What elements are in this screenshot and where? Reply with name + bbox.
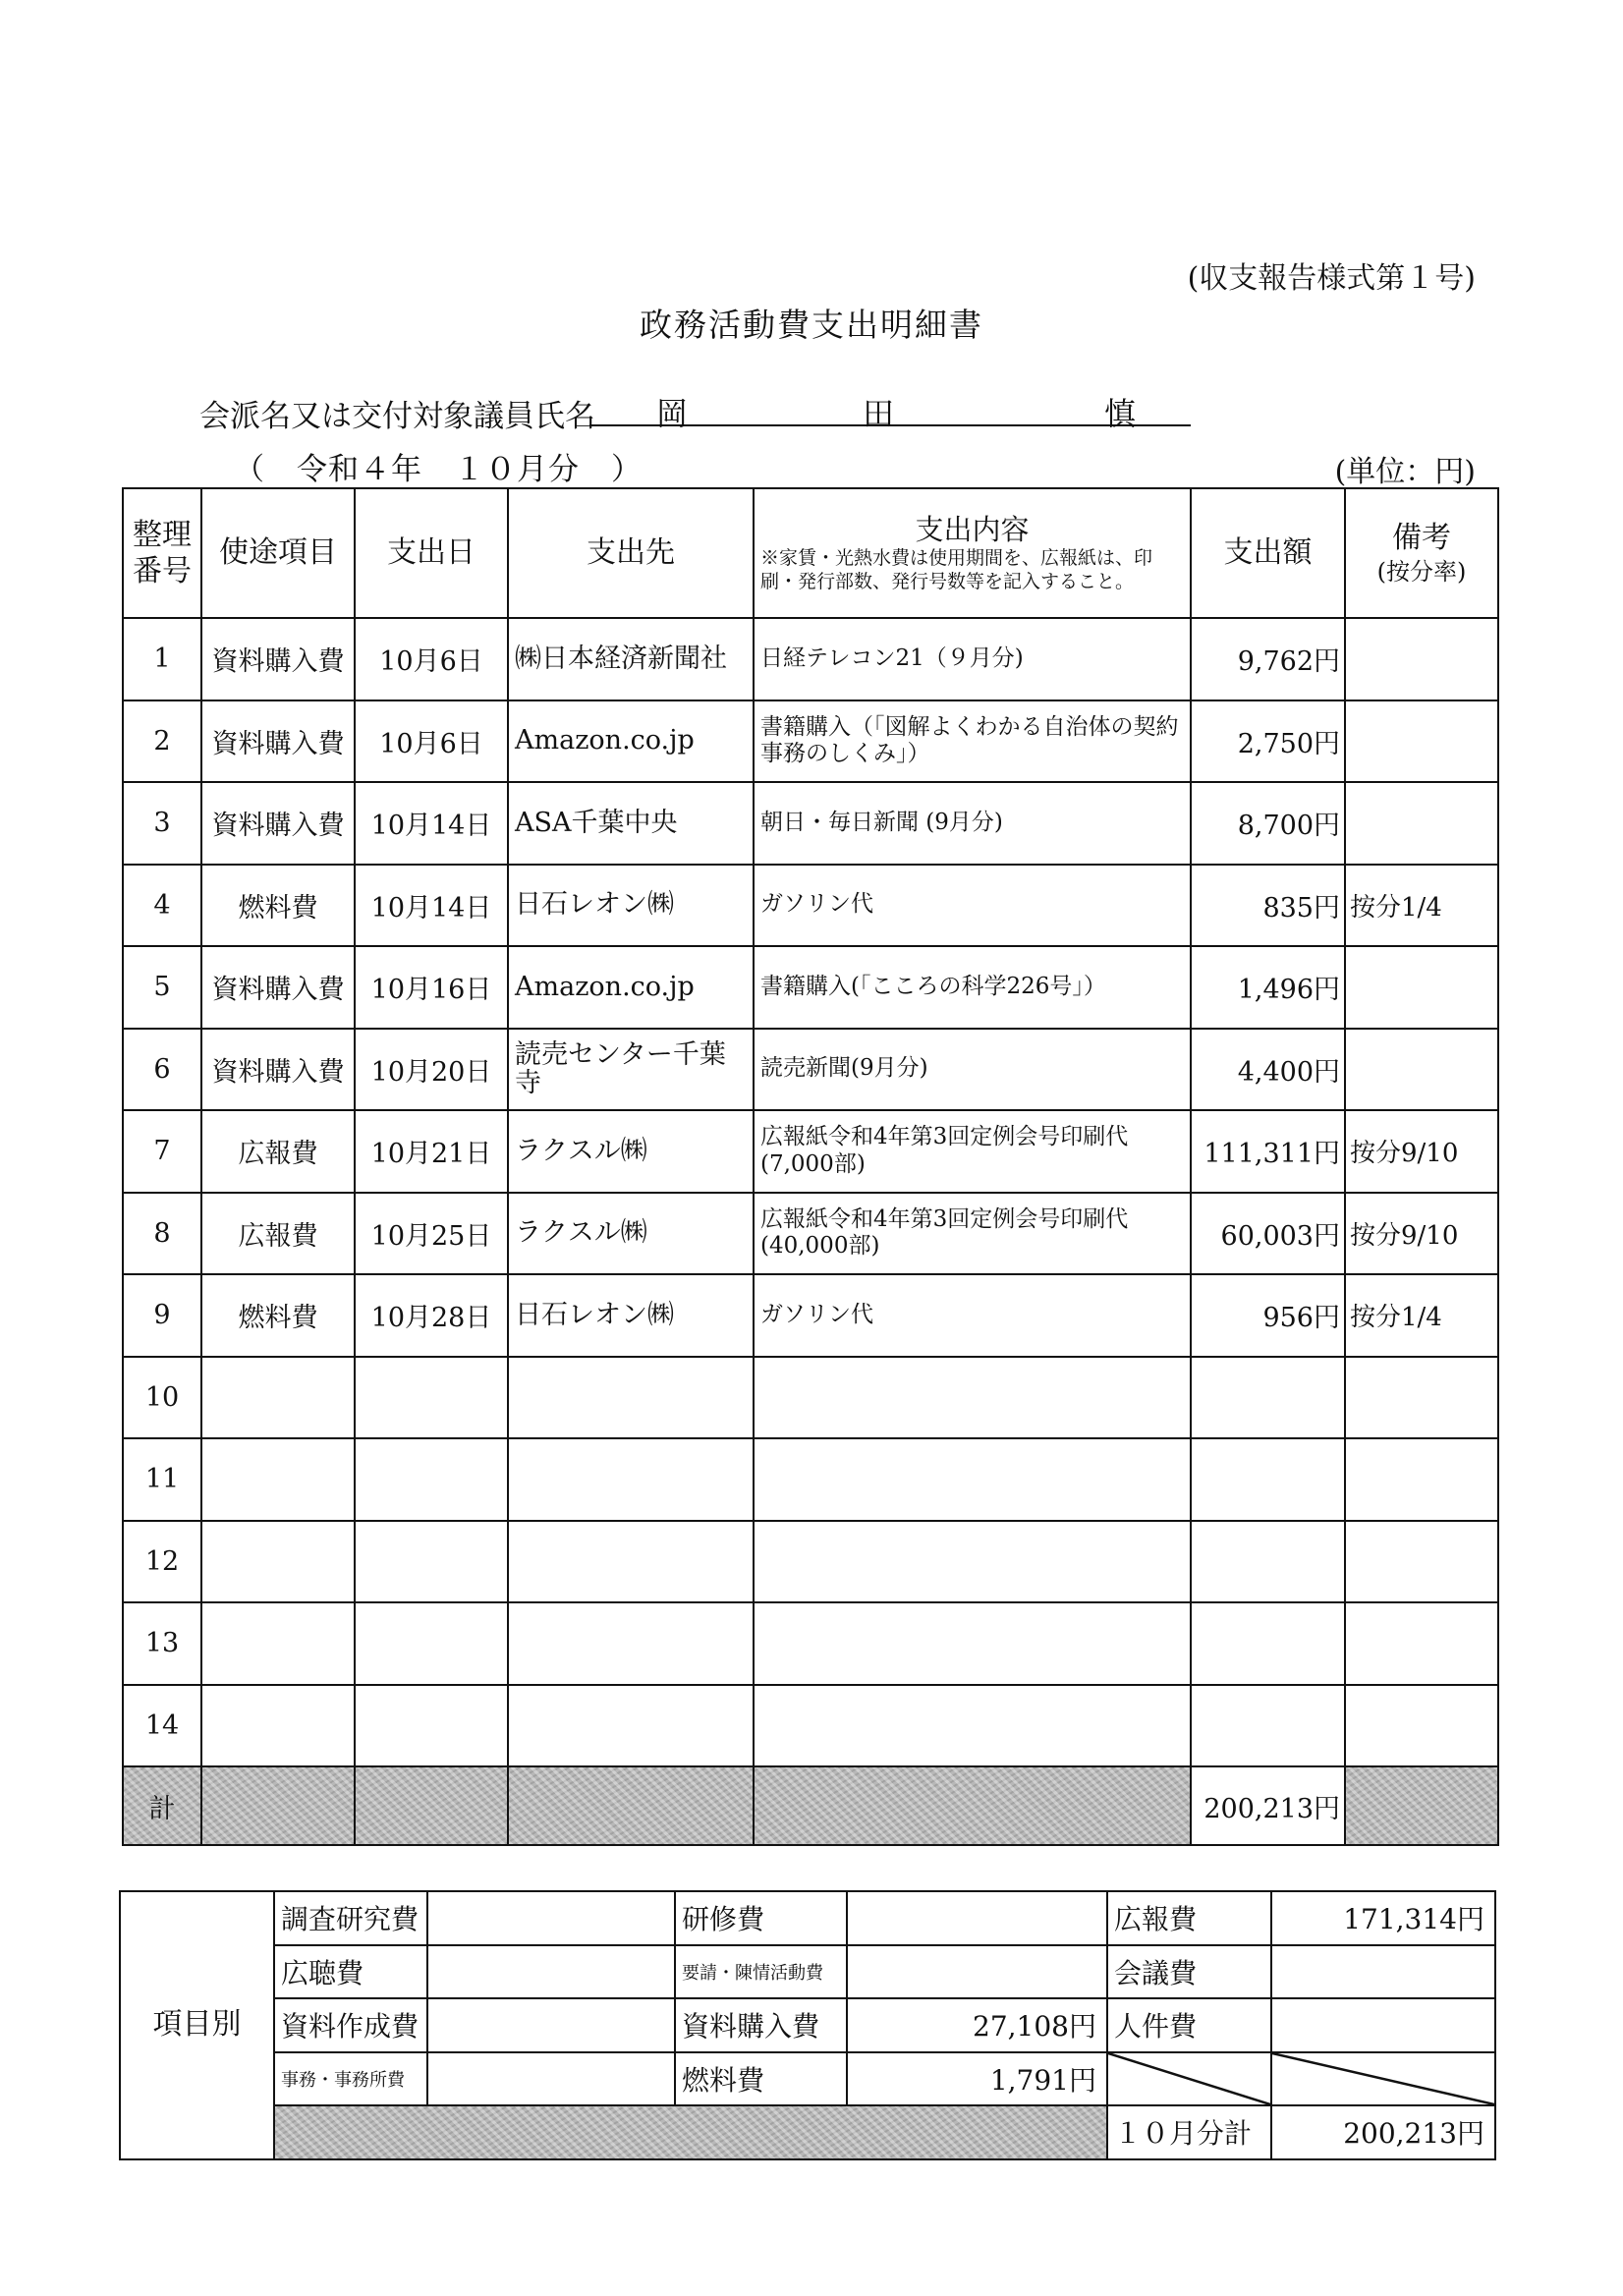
payee: ラクスル㈱ bbox=[508, 1110, 754, 1193]
summary-value: 27,108円 bbox=[847, 1998, 1107, 2052]
allocation-note bbox=[1345, 1685, 1498, 1767]
summary-label: 資料購入費 bbox=[675, 1998, 847, 2052]
summary-row bbox=[120, 2105, 1495, 2159]
expense-date: 10月14日 bbox=[355, 782, 508, 865]
row-number: 5 bbox=[123, 946, 201, 1029]
payee: ㈱日本経済新聞社 bbox=[508, 618, 754, 700]
payee: 読売センター千葉寺 bbox=[508, 1029, 754, 1111]
expense-description bbox=[754, 1357, 1191, 1439]
expense-date: 10月16日 bbox=[355, 946, 508, 1029]
summary-row bbox=[120, 1945, 1495, 1999]
header-note-sub: (按分率) bbox=[1376, 557, 1467, 586]
table-row bbox=[123, 782, 1498, 865]
table-row bbox=[123, 865, 1498, 947]
payee bbox=[508, 1357, 754, 1439]
usage-category: 資料購入費 bbox=[201, 618, 355, 700]
expense-amount: 835円 bbox=[1191, 865, 1345, 947]
usage-category: 資料購入費 bbox=[201, 946, 355, 1029]
table-row bbox=[123, 1274, 1498, 1357]
expense-description bbox=[754, 1521, 1191, 1603]
summary-value bbox=[427, 2052, 675, 2106]
row-number: 11 bbox=[123, 1438, 201, 1521]
expense-amount: 1,496円 bbox=[1191, 946, 1345, 1029]
usage-category bbox=[201, 1357, 355, 1439]
row-number: 14 bbox=[123, 1685, 201, 1767]
total-filler bbox=[201, 1766, 355, 1845]
expense-date bbox=[355, 1685, 508, 1767]
table-row bbox=[123, 1029, 1498, 1111]
member-name-char: 田 bbox=[863, 395, 895, 432]
summary-value bbox=[1271, 1945, 1495, 1999]
total-row bbox=[123, 1766, 1498, 1845]
payee: ASA千葉中央 bbox=[508, 782, 754, 865]
header-amount: 支出額 bbox=[1191, 488, 1345, 618]
summary-label: 広報費 bbox=[1107, 1891, 1271, 1945]
summary-value bbox=[427, 1998, 675, 2052]
expense-description: 朝日・毎日新聞 (9月分) bbox=[754, 782, 1191, 865]
allocation-note bbox=[1345, 618, 1498, 700]
summary-value: 1,791円 bbox=[847, 2052, 1107, 2106]
expense-date bbox=[355, 1438, 508, 1521]
expense-date: 10月6日 bbox=[355, 618, 508, 700]
summary-label: 研修費 bbox=[675, 1891, 847, 1945]
row-number: 9 bbox=[123, 1274, 201, 1357]
usage-category: 燃料費 bbox=[201, 1274, 355, 1357]
summary-label: 燃料費 bbox=[675, 2052, 847, 2106]
payee: 日石レオン㈱ bbox=[508, 1274, 754, 1357]
allocation-note bbox=[1345, 1521, 1498, 1603]
expense-amount: 9,762円 bbox=[1191, 618, 1345, 700]
table-header-row bbox=[123, 488, 1498, 618]
total-filler bbox=[1345, 1766, 1498, 1845]
row-number: 6 bbox=[123, 1029, 201, 1111]
form-number: (収支報告様式第１号) bbox=[1187, 261, 1476, 296]
expense-date: 10月25日 bbox=[355, 1193, 508, 1275]
payee bbox=[508, 1685, 754, 1767]
expense-amount bbox=[1191, 1602, 1345, 1685]
category-summary-table bbox=[119, 1890, 1496, 2160]
expense-amount: 60,003円 bbox=[1191, 1193, 1345, 1275]
usage-category bbox=[201, 1602, 355, 1685]
table-row bbox=[123, 1521, 1498, 1603]
expense-amount: 956円 bbox=[1191, 1274, 1345, 1357]
expense-date: 10月20日 bbox=[355, 1029, 508, 1111]
payee: Amazon.co.jp bbox=[508, 700, 754, 783]
header-payee: 支出先 bbox=[508, 488, 754, 618]
summary-label: 人件費 bbox=[1107, 1998, 1271, 2052]
usage-category bbox=[201, 1521, 355, 1603]
expense-description bbox=[754, 1438, 1191, 1521]
period: （ 令和４年 １０月分 ） bbox=[234, 452, 643, 487]
expense-amount: 2,750円 bbox=[1191, 700, 1345, 783]
expense-amount: 4,400円 bbox=[1191, 1029, 1345, 1111]
document-title: 政務活動費支出明細書 bbox=[640, 306, 983, 344]
allocation-note bbox=[1345, 946, 1498, 1029]
table-row bbox=[123, 1685, 1498, 1767]
table-row bbox=[123, 1602, 1498, 1685]
expense-date: 10月6日 bbox=[355, 700, 508, 783]
expense-date: 10月28日 bbox=[355, 1274, 508, 1357]
expense-date: 10月14日 bbox=[355, 865, 508, 947]
table-row bbox=[123, 700, 1498, 783]
usage-category: 資料購入費 bbox=[201, 700, 355, 783]
expense-table bbox=[122, 487, 1499, 1846]
header-description-title: 支出内容 bbox=[915, 513, 1030, 547]
expense-description: 日経テレコン21（９月分) bbox=[754, 618, 1191, 700]
expense-description: 広報紙令和4年第3回定例会号印刷代 (7,000部) bbox=[754, 1110, 1191, 1193]
header-description-note: ※家賃・光熱水費は使用期間を、広報紙は、印刷・発行部数、発行号数等を記入すること。 bbox=[760, 547, 1153, 593]
allocation-note: 按分1/4 bbox=[1345, 865, 1498, 947]
expense-description: 広報紙令和4年第3回定例会号印刷代 (40,000部) bbox=[754, 1193, 1191, 1275]
allocation-note bbox=[1345, 700, 1498, 783]
expense-amount bbox=[1191, 1521, 1345, 1603]
table-row bbox=[123, 1110, 1498, 1193]
allocation-note: 按分9/10 bbox=[1345, 1193, 1498, 1275]
total-filler bbox=[754, 1766, 1191, 1845]
row-number: 3 bbox=[123, 782, 201, 865]
table-row bbox=[123, 1357, 1498, 1439]
summary-value bbox=[1271, 1998, 1495, 2052]
payee: Amazon.co.jp bbox=[508, 946, 754, 1029]
allocation-note bbox=[1345, 1602, 1498, 1685]
expense-date bbox=[355, 1602, 508, 1685]
summary-value bbox=[427, 1891, 675, 1945]
summary-label: 事務・事務所費 bbox=[274, 2052, 427, 2106]
member-label: 会派名又は交付対象議員氏名 bbox=[199, 399, 595, 434]
row-number: 13 bbox=[123, 1602, 201, 1685]
usage-category: 広報費 bbox=[201, 1193, 355, 1275]
payee bbox=[508, 1521, 754, 1603]
row-number: 2 bbox=[123, 700, 201, 783]
expense-amount bbox=[1191, 1357, 1345, 1439]
expense-amount bbox=[1191, 1685, 1345, 1767]
unit-label: (単位：円) bbox=[1334, 455, 1476, 489]
expense-description: ガソリン代 bbox=[754, 1274, 1191, 1357]
total-filler bbox=[508, 1766, 754, 1845]
expense-description: 書籍購入(「こころの科学226号」） bbox=[754, 946, 1191, 1029]
total-amount: 200,213円 bbox=[1191, 1766, 1345, 1845]
month-total-label: １０月分計 bbox=[1107, 2105, 1271, 2159]
header-note bbox=[1345, 488, 1498, 618]
header-description bbox=[754, 488, 1191, 618]
header-no: 整理番号 bbox=[123, 488, 201, 618]
usage-category: 資料購入費 bbox=[201, 1029, 355, 1111]
expense-description bbox=[754, 1602, 1191, 1685]
summary-row bbox=[120, 1891, 1495, 1945]
row-number: 1 bbox=[123, 618, 201, 700]
summary-label: 調査研究費 bbox=[274, 1891, 427, 1945]
allocation-note: 按分9/10 bbox=[1345, 1110, 1498, 1193]
payee bbox=[508, 1602, 754, 1685]
usage-category: 資料購入費 bbox=[201, 782, 355, 865]
header-date: 支出日 bbox=[355, 488, 508, 618]
summary-value: 171,314円 bbox=[1271, 1891, 1495, 1945]
table-row bbox=[123, 946, 1498, 1029]
usage-category: 広報費 bbox=[201, 1110, 355, 1193]
header-usage: 使途項目 bbox=[201, 488, 355, 618]
expense-amount bbox=[1191, 1438, 1345, 1521]
payee bbox=[508, 1438, 754, 1521]
crossed-out-cell bbox=[1271, 2052, 1495, 2106]
allocation-note bbox=[1345, 1357, 1498, 1439]
expense-description: 書籍購入（「図解よくわかる自治体の契約事務のしくみ」） bbox=[754, 700, 1191, 783]
summary-label: 会議費 bbox=[1107, 1945, 1271, 1999]
summary-label: 要請・陳情活動費 bbox=[675, 1945, 847, 1999]
table-row bbox=[123, 618, 1498, 700]
allocation-note: 按分1/4 bbox=[1345, 1274, 1498, 1357]
table-row bbox=[123, 1193, 1498, 1275]
header-note-title: 備考 bbox=[1392, 521, 1451, 556]
member-name-char: 慎 bbox=[1104, 395, 1137, 432]
total-filler bbox=[355, 1766, 508, 1845]
usage-category bbox=[201, 1438, 355, 1521]
usage-category bbox=[201, 1685, 355, 1767]
row-number: 12 bbox=[123, 1521, 201, 1603]
row-number: 8 bbox=[123, 1193, 201, 1275]
allocation-note bbox=[1345, 1029, 1498, 1111]
category-label: 項目別 bbox=[120, 1891, 274, 2159]
row-number: 10 bbox=[123, 1357, 201, 1439]
row-number: 7 bbox=[123, 1110, 201, 1193]
summary-row bbox=[120, 2052, 1495, 2106]
expense-description bbox=[754, 1685, 1191, 1767]
summary-label: 資料作成費 bbox=[274, 1998, 427, 2052]
allocation-note bbox=[1345, 782, 1498, 865]
expense-description: ガソリン代 bbox=[754, 865, 1191, 947]
summary-value bbox=[427, 1945, 675, 1999]
hatched-area bbox=[274, 2105, 1107, 2159]
total-label: 計 bbox=[123, 1766, 201, 1845]
expense-date bbox=[355, 1357, 508, 1439]
summary-row bbox=[120, 1998, 1495, 2052]
allocation-note bbox=[1345, 1438, 1498, 1521]
summary-value bbox=[847, 1891, 1107, 1945]
expense-amount: 111,311円 bbox=[1191, 1110, 1345, 1193]
payee: 日石レオン㈱ bbox=[508, 865, 754, 947]
summary-value bbox=[847, 1945, 1107, 1999]
member-name-char: 岡 bbox=[656, 395, 689, 432]
payee: ラクスル㈱ bbox=[508, 1193, 754, 1275]
crossed-out-cell bbox=[1107, 2052, 1271, 2106]
summary-label: 広聴費 bbox=[274, 1945, 427, 1999]
month-total-value: 200,213円 bbox=[1271, 2105, 1495, 2159]
expense-date: 10月21日 bbox=[355, 1110, 508, 1193]
row-number: 4 bbox=[123, 865, 201, 947]
usage-category: 燃料費 bbox=[201, 865, 355, 947]
expense-date bbox=[355, 1521, 508, 1603]
expense-description: 読売新聞(9月分) bbox=[754, 1029, 1191, 1111]
expense-amount: 8,700円 bbox=[1191, 782, 1345, 865]
table-row bbox=[123, 1438, 1498, 1521]
